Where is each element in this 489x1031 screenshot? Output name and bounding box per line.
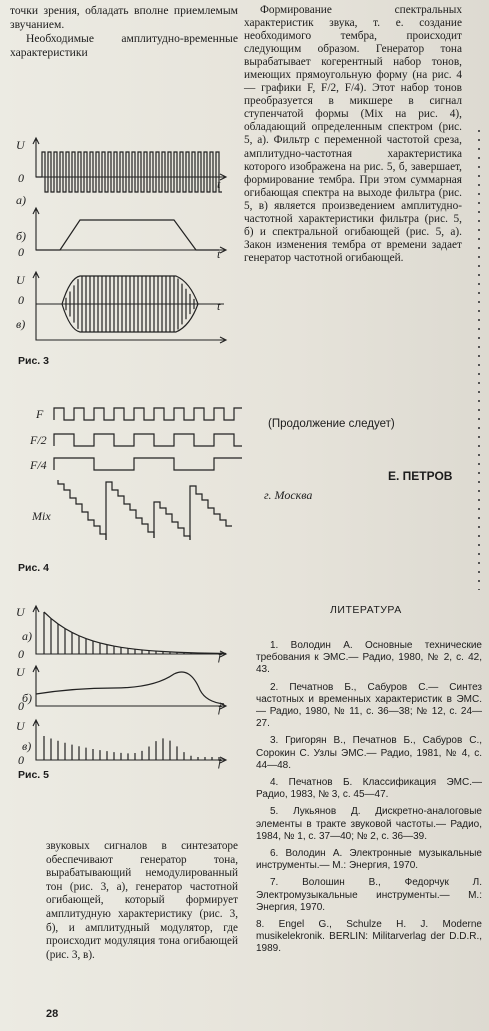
fig5-f-label: f bbox=[218, 649, 222, 663]
author-city: г. Москва bbox=[264, 488, 313, 502]
literature-heading: ЛИТЕРАТУРА bbox=[330, 604, 402, 616]
spectrum-lines bbox=[44, 612, 219, 654]
references-list bbox=[256, 640, 482, 961]
fig3-graph-a bbox=[33, 138, 226, 192]
figure-4 bbox=[14, 400, 239, 560]
reference-item: 5. Лукьянов Д. Дискретно-аналоговые элементы в тракте звуковой частоты.— Радио, 1984, № 1, с. 37—40; № 2, с. 36—39. bbox=[256, 806, 482, 842]
fig3-v-label: в) bbox=[16, 317, 26, 331]
mix-step-2 bbox=[106, 482, 154, 540]
fig5-zero-label: 0 bbox=[18, 699, 24, 713]
fig3-u-label: U bbox=[16, 273, 25, 287]
fig4-f-label: F bbox=[36, 407, 44, 421]
reference-item: 3. Григорян В., Печатнов Б., Сабуров С., Сорокин С. Узлы ЭМС.— Радио, 1981, № 4, с. 44—48. bbox=[256, 735, 482, 771]
fig5-v-label: в) bbox=[22, 739, 32, 753]
fig5-u-label: U bbox=[16, 719, 25, 733]
fig3-t-label: t bbox=[217, 247, 221, 261]
fig4-f4-label: F/4 bbox=[30, 458, 47, 472]
figure-5 bbox=[14, 602, 239, 769]
reference-item: 7. Волошин В., Федорчук Л. Электромузыкальные инструменты.— М.: Энергия, 1970. bbox=[256, 877, 482, 913]
author-name: Е. ПЕТРОВ bbox=[388, 469, 453, 483]
reference-item: 4. Печатнов Б. Классификация ЭМС.— Радио, 1983, № 3, с. 45—47. bbox=[256, 777, 482, 801]
reference-item: 2. Печатнов Б., Сабуров С.— Синтез частотных и временных характеристик в ЭМС.— Радио, 1980, № 11, с. 36—38; № 12, с. 24—27. bbox=[256, 681, 482, 730]
fig3-zero-label: 0 bbox=[18, 171, 24, 185]
fig3-graph-b bbox=[33, 208, 226, 253]
left-column-bottom bbox=[46, 840, 238, 962]
square-f4 bbox=[54, 458, 242, 470]
fig3-graph-c bbox=[33, 272, 226, 343]
fig5-b-label: б) bbox=[22, 691, 33, 705]
axis bbox=[33, 606, 226, 657]
fig3-b-label: б) bbox=[16, 229, 27, 243]
continued-note: (Продолжение следует) bbox=[268, 418, 395, 430]
left-column-top bbox=[10, 4, 238, 60]
square-wave bbox=[36, 152, 222, 192]
page-edge-shadow bbox=[478, 130, 480, 590]
fig5-u-label: U bbox=[16, 665, 25, 679]
reference-item: 8. Engel G., Schulze H. J. Moderne musikelekronik. BERLIN: Militarverlag der D.D.R., 1989. bbox=[256, 919, 482, 955]
fig3-u-label: U bbox=[16, 138, 25, 152]
paragraph: Необходимые амплитудно-временные характеристики bbox=[10, 31, 238, 59]
envelope bbox=[36, 220, 219, 250]
result-lines bbox=[44, 736, 219, 760]
fig5-f-label: f bbox=[218, 701, 222, 715]
fig5-graphs bbox=[33, 606, 226, 763]
axis bbox=[33, 720, 226, 763]
fig4-mix-label: Mix bbox=[32, 509, 51, 523]
reference-item: 6. Володин А. Электронные музыкальные инструменты.— М.: Энергия, 1970. bbox=[256, 848, 482, 872]
figure-3-caption: Рис. 3 bbox=[18, 355, 49, 367]
spectrum-envelope bbox=[44, 612, 226, 653]
figure-3 bbox=[14, 132, 239, 352]
square-f bbox=[54, 408, 242, 420]
mix-step-1 bbox=[58, 480, 106, 540]
fig3-t-label: t bbox=[217, 299, 221, 313]
filter-response bbox=[36, 672, 224, 704]
fig4-graphs bbox=[54, 408, 242, 540]
mix-step-3 bbox=[154, 502, 190, 540]
figure-5-caption: Рис. 5 bbox=[18, 769, 49, 781]
fig5-a-label: а) bbox=[22, 629, 32, 643]
fig5-zero-label: 0 bbox=[18, 647, 24, 661]
fig5-f-label: f bbox=[218, 755, 222, 769]
paragraph: звуковых сигналов в синтезаторе обеспечивают генератор тона, вырабатывающий немодулированный тон (рис. 3, а), генератор частотной огибающей, который формирует амплитудную характеристику (рис. 3, б), и амплитудный модулятор, где происходит модуляция тона огибающей (рис. 3, в). bbox=[46, 840, 238, 961]
fig5-zero-label: 0 bbox=[18, 753, 24, 767]
paragraph: Формирование спектральных характеристик звука, т. е. создание необходимого тембра, происходит следующим образом. Генератор тона вырабатывает когерентный набор тонов, имеющих прямоугольную форму (на рис. 4 — графики F, F/2, F/4). Этот набор тонов преобразуется в микшере в сигнал ступенчатой формы (Mix на рис. 4), обладающий определенным спектром (рис. 5, а). Фильтр с переменной частотой среза, амплитудно-частотная характеристика которого изображена на рис. 5, б, завершает, формирование тембра. При этом суммарная огибающая спектра на выходе фильтра (рис. 5, в) является произведением амплитудно-частотной характеристики фильтра (рис. 5, б) и спектральной огибающей (рис. 5, а). Закон изменения тембра от времени задает генератор частотной огибающей. bbox=[244, 4, 462, 264]
paragraph: точки зрения, обладать вполне приемлемым звучанием. bbox=[10, 4, 238, 31]
fig3-t-label: t bbox=[217, 177, 221, 191]
reference-item: 1. Володин А. Основные технические требования к ЭМС.— Радио, 1980, № 2, с. 42, 43. bbox=[256, 640, 482, 676]
page-number: 28 bbox=[46, 1008, 59, 1020]
figure-4-caption: Рис. 4 bbox=[18, 562, 49, 574]
square-f2 bbox=[54, 434, 242, 446]
fig3-a-label: а) bbox=[16, 193, 26, 207]
fig3-zero-label: 0 bbox=[18, 245, 24, 259]
fig3-zero-label: 0 bbox=[18, 293, 24, 307]
right-column bbox=[244, 4, 462, 265]
mix-step-4 bbox=[190, 486, 232, 540]
fig4-f2-label: F/2 bbox=[30, 433, 47, 447]
fig5-u-label: U bbox=[16, 605, 25, 619]
